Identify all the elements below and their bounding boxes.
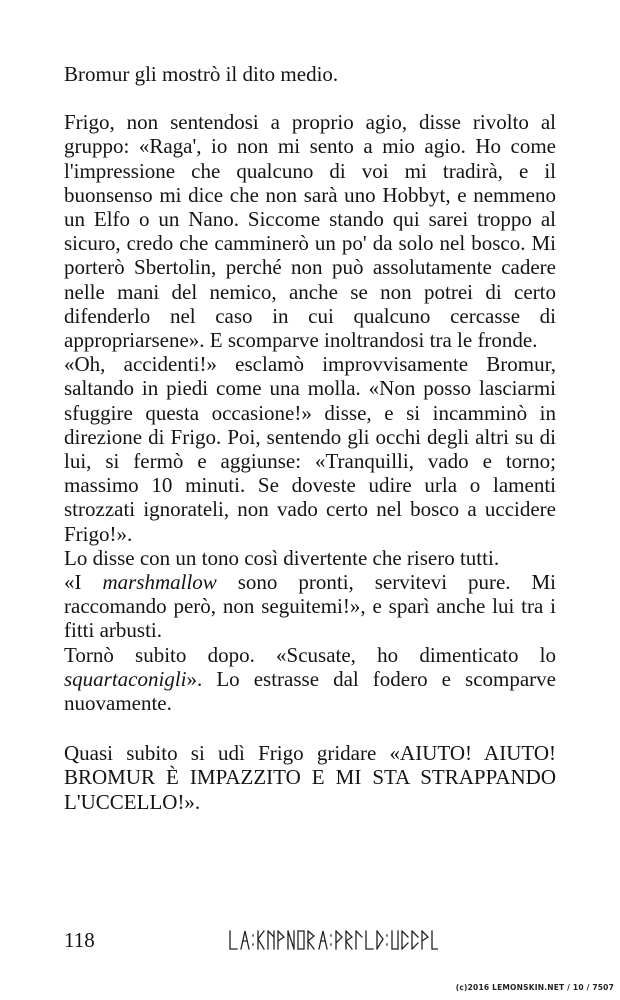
paragraph-4: Lo disse con un tono così divertente che risero tutti. [64,545,500,570]
page-body [64,62,556,814]
paragraph-5 [64,570,556,643]
paragraph-7: Quasi subito si udì Frigo gridare «AIUTO! AIUTO! BROMUR È IMPAZZITO E MI STA STRAPPANDO L'UCCELLO!». [64,741,556,814]
page-number: 118 [64,928,95,952]
paragraph-5-text-b: sono pronti, servitevi pure. Mi raccomando però, non seguitemi!», e sparì anche lui tra i fitti arbusti. [64,570,557,643]
paragraph-spacer [64,715,556,741]
paragraph-5-italic: marshmallow [102,570,217,595]
copyright-notice: (c)2016 LEMONSKIN.NET / 10 / 7507 [455,983,614,992]
paragraph-2: Frigo, non sentendosi a proprio agio, disse rivolto al gruppo: «Raga', io non mi sento a mio agio. Ho come l'impressione che qualcuno di voi mi tradirà, e il buonsenso mi dice che non sarà uno Hobbyt, e nemmeno un Elfo o un Nano. Siccome stando qui sarei troppo al sicuro, credo che camminerò un po' da solo nel bosco. Mi porterò Sbertolin, perché non può assolutamente cadere nelle mani del nemico, anche se non potrei di certo difenderlo nel caso in cui qualcuno cercasse di appropriarsene». E scomparve inoltrandosi tra le fronde. [64,110,556,353]
paragraph-1: Bromur gli mostrò il dito medio. [64,62,339,86]
paragraph-3: «Oh, accidenti!» esclamò improvvisamente Bromur, saltando in piedi come una molla. «Non posso lasciarmi sfuggire questa occasione!» disse, e si incamminò in direzione di Frigo. Poi, sentendo gli occhi degli altri su di lui, si fermò e aggiunse: «Tranquilli, vado e torno; massimo 10 minuti. Se doveste udire urla o lamenti strozzati ignorateli, non vado certo nel bosco a uccidere Frigo!». [64,352,556,546]
paragraph-spacer [64,86,556,110]
paragraph-6-italic: squartaconigli [64,666,187,691]
runic-title-icon [228,929,438,951]
paragraph-6 [64,643,556,716]
paragraph-5-text-a: «I [64,570,103,595]
paragraph-6-text-b: ». Lo estrasse dal fodero e scomparve nuovamente. [64,666,556,716]
paragraph-6-text-a: Tornò subito dopo. «Scusate, ho dimenticato lo [64,642,556,667]
